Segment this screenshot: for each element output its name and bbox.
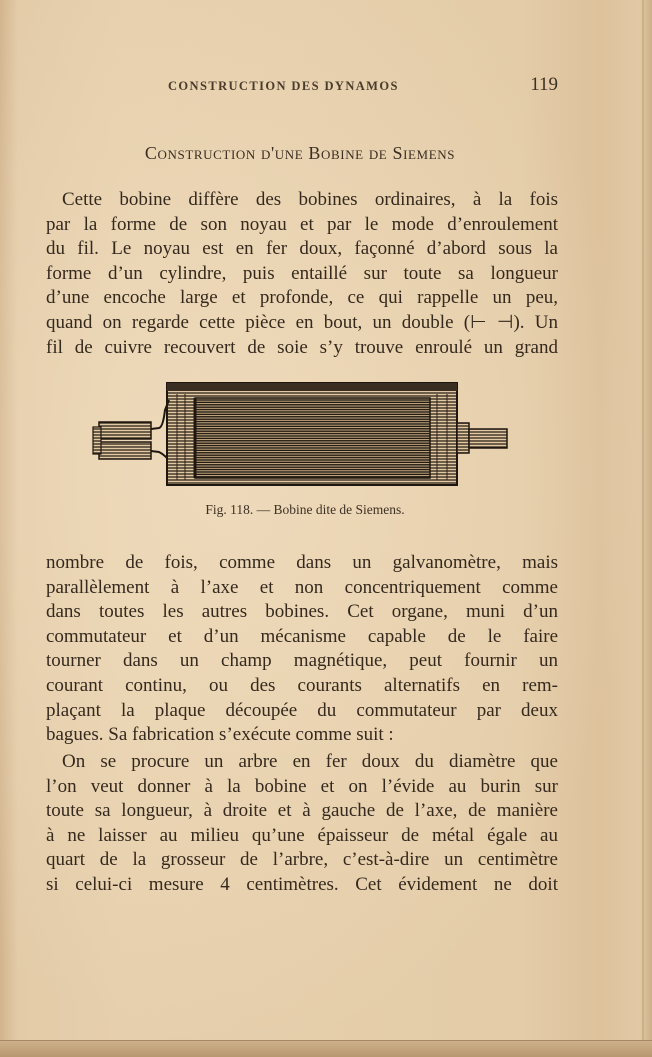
page-edge-bottom <box>0 1040 652 1057</box>
armature-illustration <box>85 380 510 488</box>
text-line: parallèlement à l’axe et non concentriquement comme <box>46 576 558 598</box>
text-line: forme d’un cylindre, puis entaillé sur toute sa longueur <box>46 262 558 284</box>
text-line: courant continu, ou des courants alternatifs en rem- <box>46 674 558 696</box>
text-line: du fil. Le noyau est en fer doux, façonné d’abord sous la <box>46 238 558 260</box>
section-title: Construction d'une Bobine de Siemens <box>144 143 456 163</box>
paragraph-3 <box>46 750 558 898</box>
text-line: commutateur et d’un mécanisme capable de le faire <box>46 625 558 647</box>
paragraph-1 <box>46 188 558 360</box>
page-edge-right <box>642 0 644 1040</box>
figure-caption: Fig. 118. — Bobine dite de Siemens. <box>205 502 405 517</box>
text-line: plaçant la plaque découpée du commutateur par deux <box>46 699 558 721</box>
text-line: toute sa longueur, à droite et à gauche de l’axe, de manière <box>46 800 558 822</box>
text-line: dans toutes les autres bobines. Cet organe, muni d’un <box>46 601 558 623</box>
running-head <box>168 74 558 98</box>
text-line: Cette bobine diffère des bobines ordinaires, à la fois <box>62 189 558 210</box>
text-line: fil de cuivre recouvert de soie s’y trouve enroulé un grand <box>46 336 558 358</box>
text-line: bagues. Sa fabrication s’exécute comme suit : <box>46 724 394 746</box>
paragraph-2 <box>46 551 558 748</box>
text-line: tourner dans un champ magnétique, peut fournir un <box>46 650 558 672</box>
text-line: quand on regarde cette pièce en bout, un double (⊢ ⊣). Un <box>46 311 558 333</box>
running-title: CONSTRUCTION DES DYNAMOS <box>168 79 399 93</box>
text-line: On se procure un arbre en fer doux du diamètre que <box>62 751 558 772</box>
text-line: d’une encoche large et profonde, ce qui rappelle un peu, <box>46 287 558 309</box>
page-number: 119 <box>530 74 558 95</box>
text-line: l’on veut donner à la bobine et on l’évide au burin sur <box>46 775 558 797</box>
text-line: quart de la grosseur de l’arbre, c’est-à-dire un centimètre <box>46 849 558 871</box>
text-line: à ne laisser au milieu qu’une épaisseur de métal égale au <box>46 824 558 846</box>
text-line: par la forme de son noyau et par le mode d’enroulement <box>46 213 558 235</box>
text-line: nombre de fois, comme dans un galvanomètre, mais <box>46 552 558 573</box>
text-line: si celui-ci mesure 4 centimètres. Cet évidement ne doit <box>46 873 558 895</box>
figure-siemens-armature <box>85 380 510 488</box>
